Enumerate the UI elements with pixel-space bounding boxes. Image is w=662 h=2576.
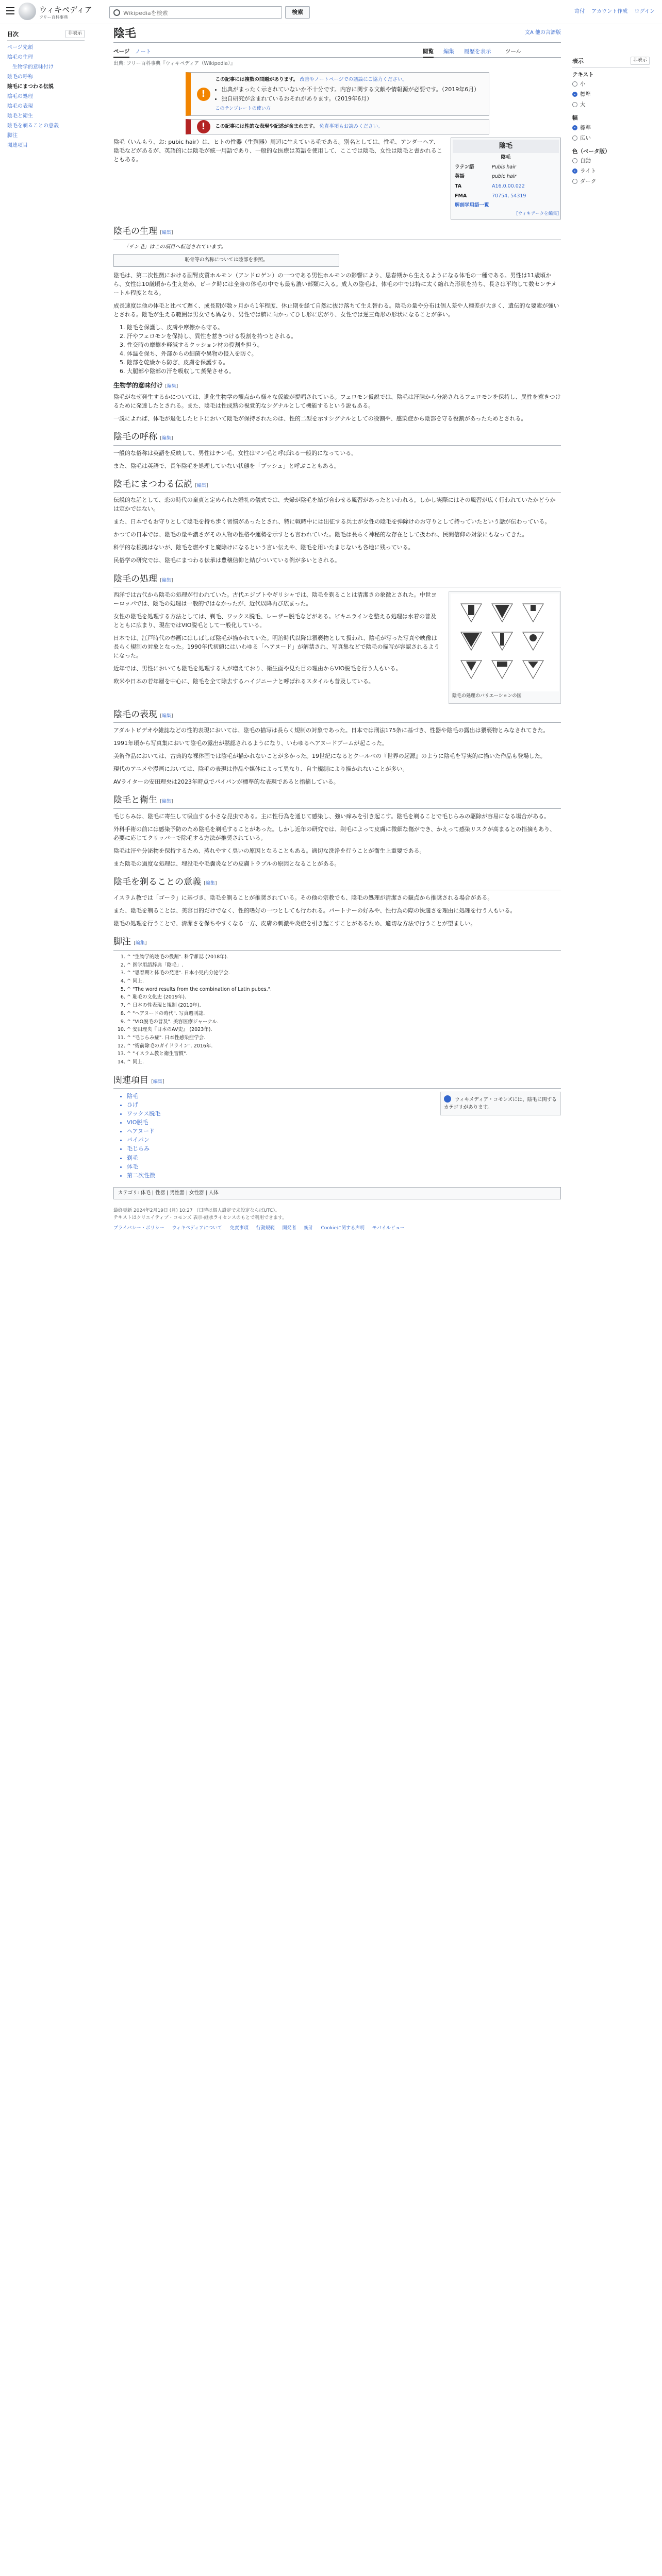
- edit-section-link[interactable]: 編集: [161, 799, 171, 805]
- references-list: [127, 954, 561, 1066]
- toc-item[interactable]: 陰毛と衛生: [7, 113, 33, 120]
- toc-item[interactable]: ページ先頭: [7, 45, 33, 51]
- section-heading: 陰毛の呼称 [編集]: [113, 430, 561, 445]
- paragraph: また、日本でもお守りとして陰毛を持ち歩く習慣があったとされ、特に戦時中には出征する兵士が女性の陰毛を弾除けのお守りとして持っていたという話が伝わっている。: [113, 518, 551, 526]
- search-input[interactable]: [122, 8, 279, 18]
- appearance-hide-button[interactable]: 非表示: [631, 57, 650, 65]
- text-size-small[interactable]: 小: [572, 79, 650, 89]
- related-link[interactable]: • パイパン: [127, 1136, 561, 1144]
- text-size-standard[interactable]: 標準: [572, 89, 650, 99]
- paragraph: 一般的な俗称は英語を反映して、男性はチン毛、女性はマン毛と呼ばれる一般的になっている。: [113, 449, 357, 456]
- paragraph: また、陰毛を剃ることは、美容目的だけでなく、性的嗜好の一つとしても行われる。パートナーの好みや、性行為の際の快適さを理由に処理を行う人もいる。: [113, 907, 516, 914]
- related-link[interactable]: • 毛じらみ: [127, 1144, 561, 1153]
- width-wide[interactable]: 広い: [572, 133, 650, 143]
- paragraph: 美術作品においては、古典的な裸体画では陰毛が描かれないことが多かった。19世紀になるとクールベの『世界の起源』のように陰毛を写実的に描いた作品も登場した。: [113, 753, 546, 760]
- subsection-heading: 生物学的意味付け [編集]: [113, 382, 178, 389]
- related-link[interactable]: • ヘアヌード: [127, 1127, 561, 1136]
- reference-item: 11. ^ "毛じらみ症". 日本性感染症学会.: [127, 1035, 561, 1042]
- related-link[interactable]: • 陰毛: [127, 1092, 561, 1100]
- paragraph: 現代のアニメや漫画においては、陰毛の表現は作品や媒体によって異なり、自主規制により描かれないことが多い。: [113, 766, 408, 773]
- footer-link[interactable]: Cookieに関する声明: [321, 1226, 365, 1231]
- section-heading: 陰毛の処理 [編集]: [113, 572, 561, 587]
- paragraph: アダルトビデオや雑誌などの性的表現においては、陰毛の描写は長らく規制の対象であった。日本では刑法175条に基づき、性器や陰毛の露出は猥褻物とみなされてきた。: [113, 727, 549, 734]
- tab-history[interactable]: 履歴を表示: [464, 48, 491, 55]
- toc-item[interactable]: 陰毛の処理: [7, 94, 33, 100]
- list-item: 2. 汗やフェロモンを保持し、異性を惹きつける役割を持つとされる。: [127, 332, 561, 341]
- infobox-row: 解剖学用語一覧: [455, 202, 489, 209]
- color-label: 色（ベータ版）: [572, 148, 610, 155]
- infobox-row: ラテン語 Pubis hair: [455, 164, 516, 170]
- related-link[interactable]: • ひげ: [127, 1100, 561, 1109]
- appearance-sidebar: [572, 57, 650, 187]
- reference-item: 6. ^ 恥毛の文化史 (2019年).: [127, 994, 561, 1002]
- section-heading: 関連項目 [編集]: [113, 1074, 561, 1089]
- paragraph: 伝説的な話として、恋の時代の童貞と定められた婚礼の儀式では、夫婦が陰毛を結び合わせる風習があったといわれる。しかし実際にはその風習が広く行われていたかどうかは定かではない。: [113, 497, 556, 513]
- search-box: [109, 6, 282, 19]
- section-heading: 陰毛を剃ることの意義 [編集]: [113, 875, 561, 890]
- source-note: 出典: フリー百科事典『ウィキペディア（Wikipedia）』: [113, 61, 236, 66]
- reference-item: 7. ^ 日本の性表現と規制 (2010年).: [127, 1002, 561, 1010]
- reference-item: 8. ^ "ヘアヌードの時代". 写真週刊誌.: [127, 1010, 561, 1018]
- paragraph: 陰毛の処理を行うことで、清潔さを保ちやすくなる一方、皮膚の刺激や炎症を引き起こすことがあるため、適切な方法で行うことが望ましい。: [113, 920, 476, 927]
- infobox-row: 英語 pubic hair: [455, 174, 517, 180]
- paragraph: また、陰毛は英語で、長年陰毛を処理していない状態を「ブッシュ」と呼ぶこともある。: [113, 462, 340, 469]
- last-updated: 最終更新 2024年2月19日 (月) 10:27 （日時は個人設定で未設定ならばUTC）。: [113, 1208, 280, 1214]
- donate-link[interactable]: 寄付: [574, 9, 585, 14]
- paragraph: 毛じらみは、陰毛に寄生して吸血する小さな昆虫である。主に性行為を通じて感染し、強い痒みを引き起こす。陰毛を剃ることで毛じらみの駆除が容易になる場合がある。: [113, 812, 550, 820]
- related-link[interactable]: • 第二次性徴: [127, 1171, 561, 1180]
- ambox-head: この記事には複数の問題があります。: [215, 76, 299, 82]
- tab-page[interactable]: ページ: [113, 47, 129, 58]
- infobox-row: TA A16.0.00.022: [455, 183, 525, 189]
- footer-link[interactable]: モバイルビュー: [372, 1226, 405, 1231]
- related-link[interactable]: • VIO脱毛: [127, 1118, 561, 1127]
- page-tabs: [113, 46, 561, 58]
- reference-item: 9. ^ "VIO脱毛の普及". 美容医療ジャーナル.: [127, 1019, 561, 1026]
- color-light[interactable]: ライト: [572, 166, 650, 176]
- ambox-link[interactable]: 改善やノートページでの議論にご協力ください。: [300, 76, 407, 82]
- infobox-title: 陰毛: [453, 140, 559, 153]
- list-item: 5. 陰部を乾燥から防ぎ、皮膚を保護する。: [127, 358, 561, 367]
- styles-diagram[interactable]: [451, 594, 559, 691]
- reference-item: 3. ^ "思春期と体毛の発達". 日本小児内分泌学会.: [127, 970, 561, 977]
- footer-link[interactable]: 行動規範: [256, 1226, 275, 1231]
- paragraph: 一説によれば、体毛が退化したヒトにおいて陰毛が保持されたのは、性的二型を示すシグナルとしての役割や、感染症から陰部を守る役割があったためとされる。: [113, 415, 527, 422]
- reference-item: 14. ^ 同上.: [127, 1059, 561, 1066]
- color-auto[interactable]: 自動: [572, 156, 650, 166]
- section-heading: 陰毛と衛生 [編集]: [113, 793, 561, 808]
- search-icon: [113, 9, 120, 16]
- ambox-howto-link[interactable]: このテンプレートの使い方: [215, 106, 271, 112]
- section-heading: 陰毛の生理 [編集]: [113, 225, 561, 240]
- footer-link[interactable]: プライバシー・ポリシー: [113, 1226, 164, 1231]
- toc-item[interactable]: 陰毛の生理: [7, 55, 33, 61]
- tab-edit[interactable]: 編集: [443, 48, 454, 55]
- list-item: 4. 体温を保ち、外部からの細菌や異物の侵入を防ぐ。: [127, 349, 561, 358]
- list-item: 1. 陰毛を保護し、皮膚や摩擦から守る。: [127, 323, 561, 332]
- paragraph: 科学的な根拠はないが、陰毛を燃やすと魔除けになるという言い伝えや、陰毛を用いたまじないも各地に残っている。: [113, 544, 414, 551]
- footer-link[interactable]: 開発者: [282, 1226, 296, 1231]
- toc-item[interactable]: 関連項目: [7, 143, 28, 149]
- infobox: [451, 138, 561, 220]
- commons-icon: [444, 1095, 451, 1103]
- toc-item[interactable]: 生物学的意味付け: [12, 64, 54, 71]
- paragraph: イスラム教では「ゴーラ」に基づき、陰毛を剃ることが推奨されている。その他の宗教でも、陰毛の処理が清潔さの観点から推奨される場合がある。: [113, 894, 493, 902]
- edit-section-link[interactable]: 編集: [161, 713, 171, 719]
- section-heading: 陰毛にまつわる伝説 [編集]: [113, 478, 561, 493]
- create-account-link[interactable]: アカウント作成: [591, 9, 628, 14]
- edit-wikidata-link[interactable]: [ウィキデータを編集]: [516, 211, 559, 217]
- paragraph: 近年では、男性においても陰毛を処理する人が増えており、衛生面や見た目の理由からVIO脱毛を行う人もいる。: [113, 665, 402, 672]
- tagline: フリー百科事典: [39, 15, 68, 20]
- category-box[interactable]: カテゴリ: 体毛 | 性器 | 男性器 | 女性器 | 人体: [113, 1187, 561, 1200]
- paragraph: 陰毛は汗や分泌物を保持するため、蒸れやすく臭いの原因となることもある。適切な洗浄を行うことが衛生上重要である。: [113, 847, 425, 854]
- list-item: 6. 大腿部や陰部の汗を吸収して蒸発させる。: [127, 367, 561, 376]
- notice-box: 恥骨等の名称については陰部を参照。: [113, 254, 339, 267]
- commons-text: ウィキメディア・コモンズには、陰毛に関するカテゴリがあります。: [444, 1097, 557, 1110]
- ambox-head: この記事には性的な表現や記述が含まれます。: [215, 124, 318, 130]
- edit-section-link[interactable]: 編集: [135, 941, 145, 946]
- edit-section-link[interactable]: 編集: [153, 1079, 162, 1084]
- toc-item[interactable]: 陰毛の呼称: [7, 74, 33, 80]
- toc-item[interactable]: 陰毛を剃ることの意義: [7, 123, 59, 129]
- edit-section-link[interactable]: 編集: [205, 880, 215, 886]
- reference-item: 12. ^ "術前除毛のガイドライン". 2016年.: [127, 1043, 561, 1050]
- paragraph: 陰毛は、第二次性徴における副腎皮質ホルモン（アンドロゲン）の一つである男性ホルモンの影響により、思春期から生えるようになる体毛の一種である。男性は11歳頃から、女性は10歳頃から生え始め、ピーク時には全身の体毛の中でも最も濃い部類に入る。成人の陰毛は、体毛の中では特に太く縮れた形状を持ち、長さは平均して数センチメートル程度となる。: [113, 272, 557, 296]
- reference-item: 1. ^ "生物学的陰毛の役割". 科学雑誌 (2018年).: [127, 954, 561, 961]
- issues-ambox: [186, 72, 489, 116]
- login-link[interactable]: ログイン: [634, 9, 655, 14]
- related-link[interactable]: • 剃毛: [127, 1154, 561, 1162]
- infobox-row: FMA 70754, 54319: [455, 193, 526, 199]
- reference-item: 5. ^ "The word results from the combination of Latin pubes.".: [127, 986, 561, 994]
- related-link[interactable]: • 体毛: [127, 1162, 561, 1171]
- text-size-large[interactable]: 大: [572, 99, 650, 110]
- toc-hide-button[interactable]: 非表示: [65, 30, 85, 38]
- paragraph: 欧米や日本の若年層を中心に、陰毛を全て除去するハイジニーナと呼ばれるスタイルも普及している。: [113, 678, 374, 685]
- search-button[interactable]: 検索: [285, 6, 310, 19]
- edit-section-link[interactable]: 編集: [196, 483, 206, 488]
- wordmark[interactable]: ウィキペディア: [39, 5, 92, 14]
- reference-item: 10. ^ 安田理央『日本のAV史』 (2023年).: [127, 1026, 561, 1034]
- paragraph: 外科手術の前には感染予防のため陰毛を剃毛することがあった。しかし近年の研究では、剃毛によって皮膚に微細な傷ができ、かえって感染リスクが高まるとの指摘もあり、必要に応じてクリッパーで除毛する方法が推奨されている。: [113, 825, 556, 841]
- footer-link[interactable]: 免責事項: [229, 1226, 249, 1231]
- edit-section-link[interactable]: 編集: [167, 384, 176, 389]
- paragraph: AVライターの安田理央は2023年時点でパイパンが標準的な表現であると指摘している。: [113, 778, 339, 786]
- page-title: 陰毛: [113, 27, 137, 40]
- warning-icon: !: [197, 120, 210, 133]
- edit-section-link[interactable]: 編集: [161, 230, 171, 236]
- language-button[interactable]: 文A 他の言語版: [524, 30, 561, 36]
- edit-section-link[interactable]: 編集: [161, 578, 171, 583]
- toc-item-active[interactable]: 陰毛にまつわる伝説: [7, 84, 54, 90]
- footer-link[interactable]: 統計: [304, 1226, 313, 1231]
- paragraph: 1991年頃から写真集において陰毛の露出が黙認されるようになり、いわゆるヘアヌードブームが起こった。: [113, 740, 388, 747]
- paragraph: 民俗学の研究では、陰毛にまつわる伝承は豊穣信仰と結びついている例が多いとされる。: [113, 557, 340, 564]
- intro-paragraph: 陰毛（いんもう、お: pubic hair）は、ヒトの性器（生殖器）周辺に生えている毛である。別名としては、性毛、アンダーヘア、陰毛などがあるが、英語的には陰毛が統一用語であり、一般的な医療は英語を使用して、ここでは陰毛、女性は陰毛と書かれることもある。: [113, 138, 442, 163]
- figure: [449, 591, 561, 704]
- width-label: 幅: [572, 115, 578, 122]
- menu-icon[interactable]: [6, 7, 14, 14]
- edit-section-link[interactable]: 編集: [161, 436, 171, 442]
- ambox-item: • 独自研究が含まれているおそれがあります。（2019年6月）: [222, 94, 484, 104]
- paragraph: また陰毛の過度な処理は、埋没毛や毛嚢炎などの皮膚トラブルの原因となることがある。: [113, 860, 340, 867]
- commons-box: [440, 1092, 561, 1115]
- hatnote: 「チン毛」はこの項目へ転送されています。: [124, 244, 226, 250]
- toc-header: 目次 非表示: [7, 30, 85, 41]
- paragraph: 成長速度は他の体毛と比べて遅く、成長期が数ヶ月から1年程度、休止期を経て自然に抜け落ちて生え替わる。陰毛の量や分布は個人差や人種差が大きく、遺伝的な要素が強いとされる。陰毛が生える範囲は男女でも異なり、男性では臍に向かってひし形に広がり、女性では逆三角形の形状になることが多い。: [113, 302, 559, 318]
- content: [113, 26, 561, 1232]
- sexual-content-ambox: [186, 119, 489, 134]
- paragraph: 陰毛がなぜ発生するかについては、進化生物学の観点から様々な仮説が提唱されている。フェロモン仮説では、陰毛は汗腺から分泌されるフェロモンを保持し、異性を惹きつけるために発達したとされる。また、陰毛は性成熟の視覚的なシグナルとして機能するという説もある。: [113, 394, 561, 410]
- width-standard[interactable]: 標準: [572, 123, 650, 133]
- paragraph: かつての日本では、陰毛の量や濃さがその人物の性格や運勢を示すとも言われていた。陰毛は長らく神秘的な存在として扱われ、民間信仰の対象にもなってきた。: [113, 531, 528, 538]
- tab-tools[interactable]: ツール: [505, 48, 522, 55]
- figure-caption: 陰毛の処理のバリエーションの図: [452, 693, 522, 699]
- footer: [113, 1208, 561, 1232]
- styles-diagram-svg: [451, 594, 556, 691]
- reference-item: 13. ^ "イスラム教と衛生習慣".: [127, 1050, 561, 1058]
- section-heading: 陰毛の表現 [編集]: [113, 708, 561, 723]
- disclaimer-link[interactable]: 免責事項もお読みください。: [319, 124, 383, 130]
- header: [0, 0, 662, 24]
- footer-link[interactable]: ウィキペディアについて: [172, 1226, 222, 1231]
- related-link[interactable]: • ワックス脱毛: [127, 1109, 561, 1118]
- user-tools: [569, 8, 655, 16]
- ambox-item: • 出典がまったく示されていないか不十分です。内容に関する文献や情報源が必要です。（2019年6月）: [222, 85, 484, 94]
- paragraph: 日本では、江戸時代の春画にはしばしば陰毛が描かれていた。明治時代以降は猥褻物として扱われ、陰毛が写った写真や映像は長らく規制の対象となった。1990年代初頭にはいわゆる「ヘアヌード」が解禁され、写真集などで陰毛の描写が容認されるようになった。: [113, 635, 440, 659]
- reference-item: 4. ^ 同上.: [127, 978, 561, 986]
- color-dark[interactable]: ダーク: [572, 176, 650, 187]
- infobox-subtitle: 陰毛: [501, 154, 511, 160]
- appearance-header: 表示 非表示: [572, 57, 650, 67]
- tab-talk[interactable]: ノート: [135, 48, 152, 55]
- toc-item[interactable]: 脚注: [7, 133, 18, 139]
- toc-item[interactable]: 陰毛の表現: [7, 104, 33, 110]
- wikipedia-logo[interactable]: [19, 3, 36, 20]
- function-list: [127, 323, 561, 376]
- tab-read[interactable]: 閲覧: [423, 47, 434, 58]
- section-heading: 脚注 [編集]: [113, 935, 561, 950]
- list-item: 3. 性交時の摩擦を軽減するクッション材の役割を担う。: [127, 341, 561, 349]
- text-size-label: テキスト: [572, 72, 594, 78]
- paragraph: 西洋では古代から陰毛の処理が行われていた。古代エジプトやギリシャでは、陰毛を剃ることは清潔さの象徴とされた。中世ヨーロッパでは、陰毛の処理は一般的ではなかったが、近代以降再び広まった。: [113, 591, 437, 607]
- license-text: テキストはクリエイティブ・コモンズ 表示-継承ライセンスのもとで利用できます。: [113, 1215, 287, 1221]
- reference-item: 2. ^ 医学用語辞典「陰毛」.: [127, 962, 561, 970]
- toc-sidebar: [7, 30, 85, 150]
- warning-icon: !: [197, 88, 210, 101]
- paragraph: 女性の陰毛を処理する方法としては、剃毛、ワックス脱毛、レーザー脱毛などがある。ビキニラインを整える処理は水着の普及とともに広まり、現在ではVIO脱毛として一般化している。: [113, 613, 437, 629]
